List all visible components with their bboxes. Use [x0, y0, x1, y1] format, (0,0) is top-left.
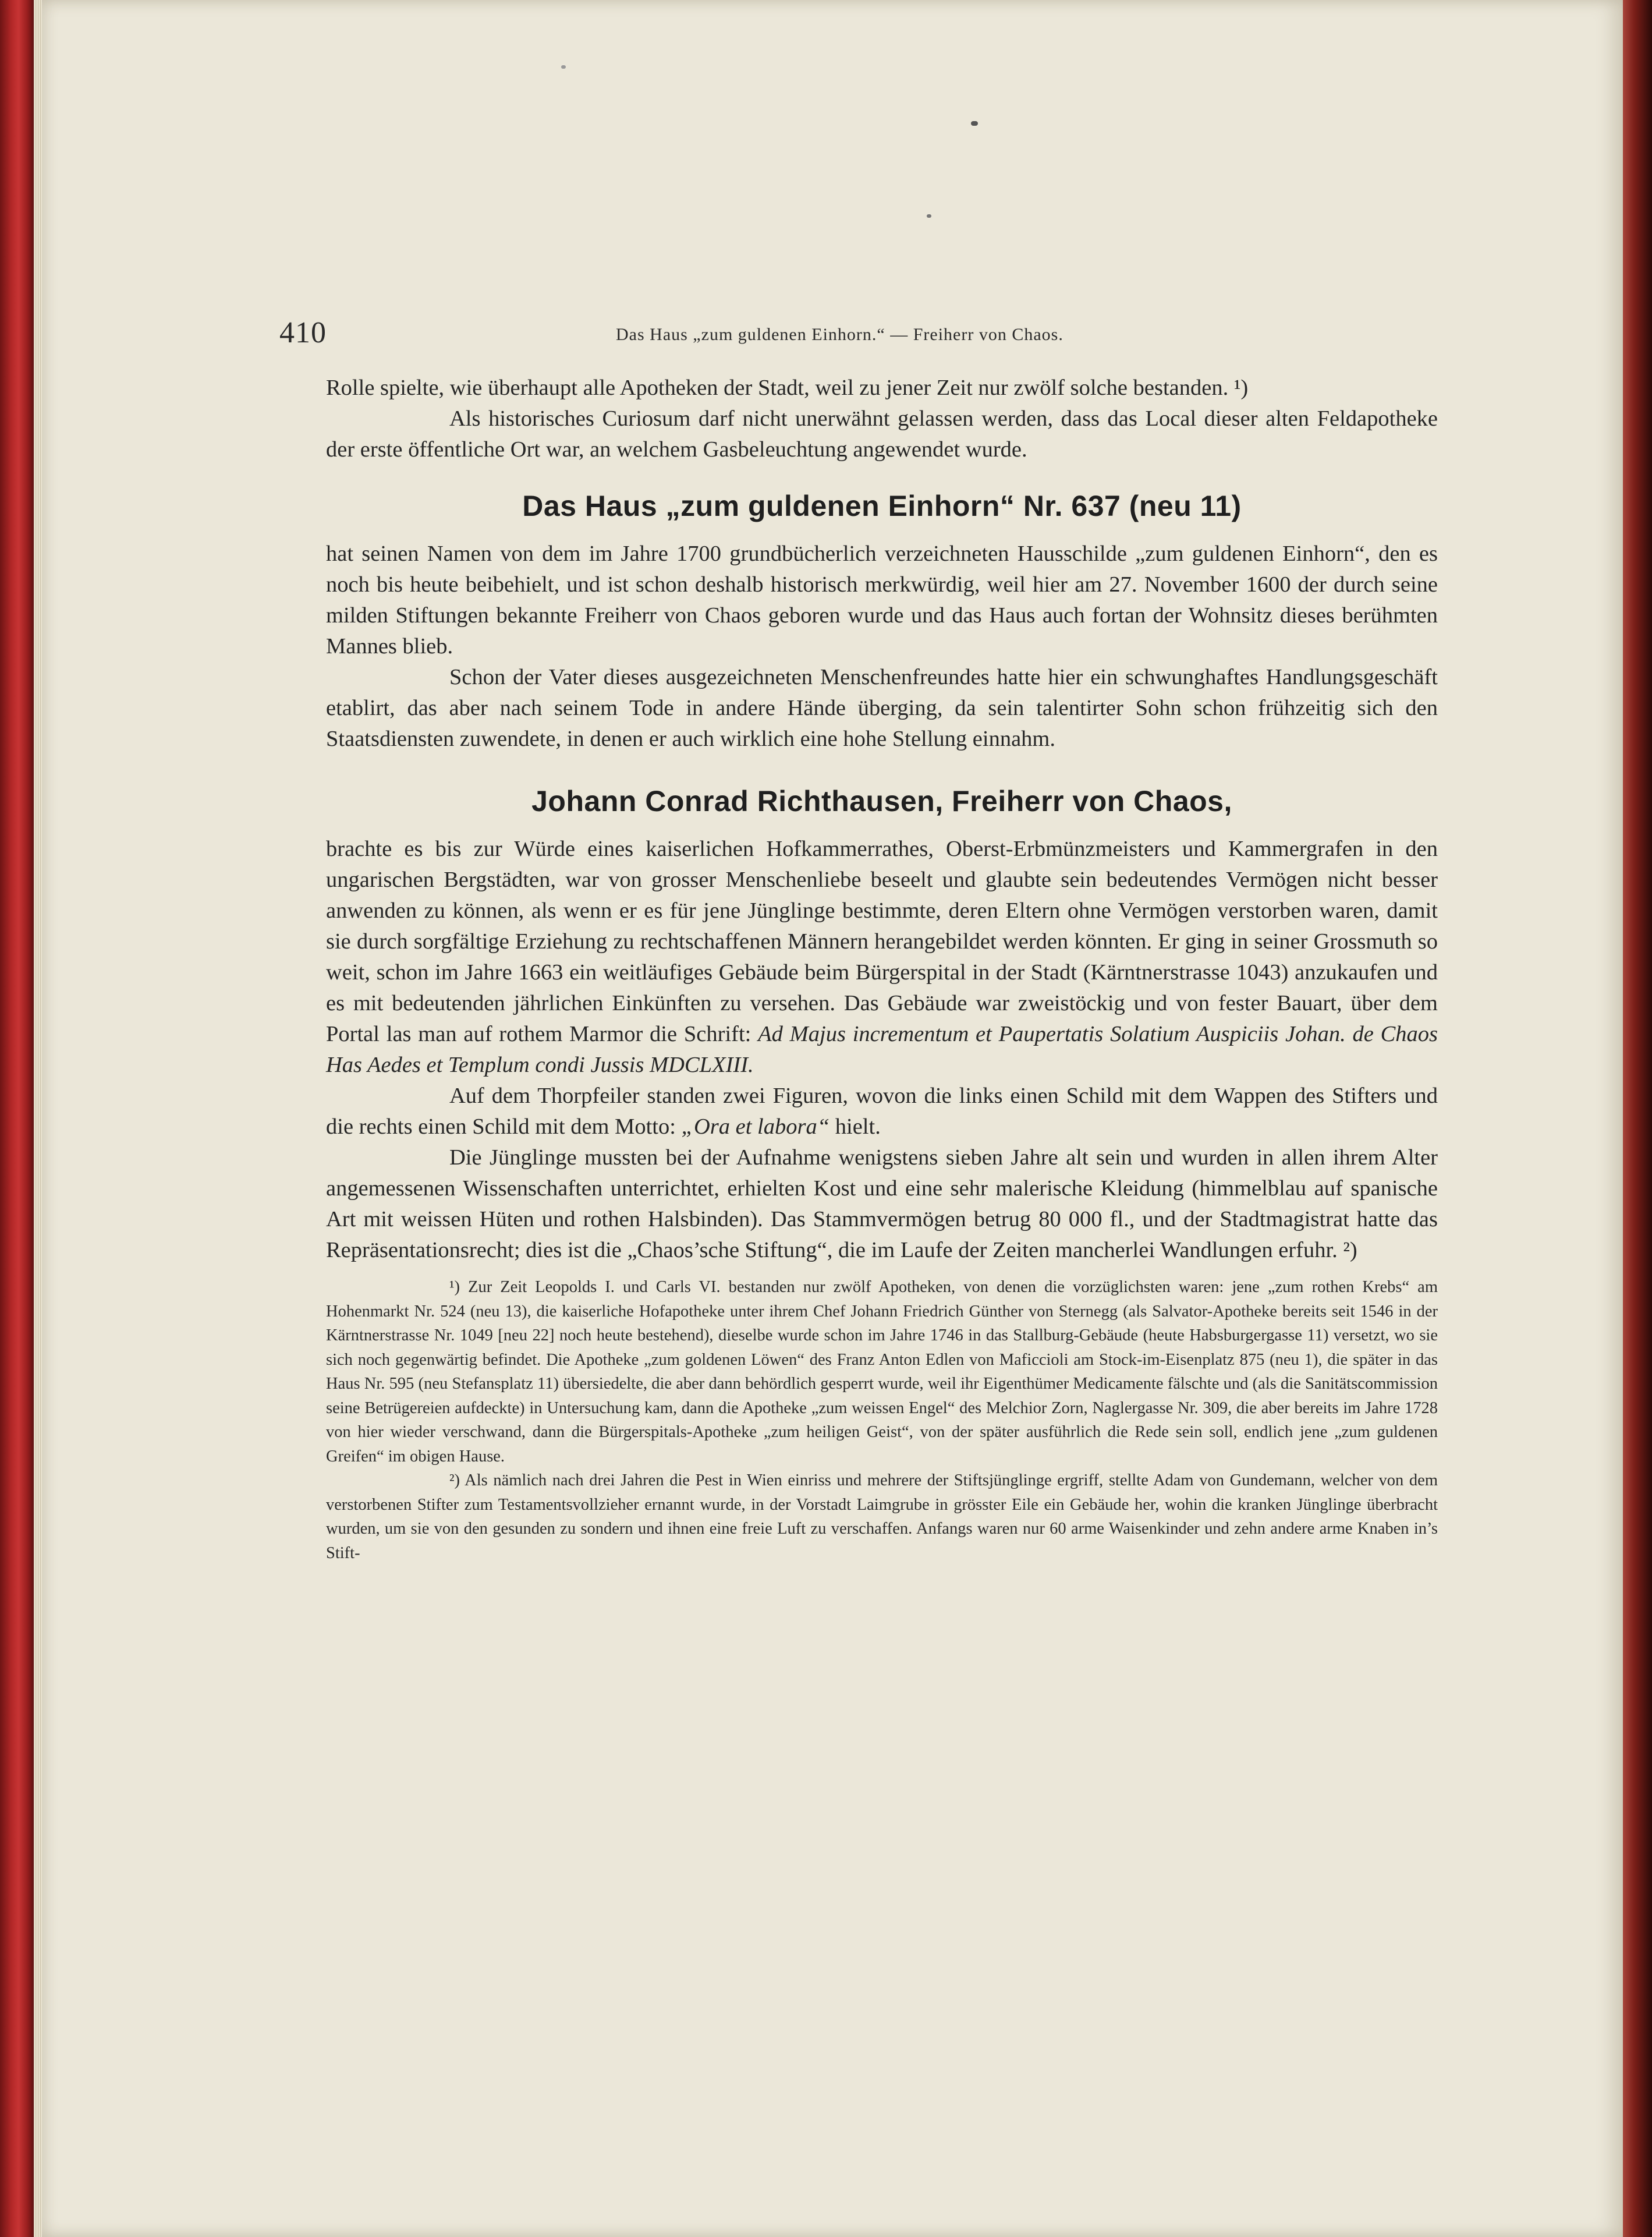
portal-inscription: Ad Majus incrementum et Paupertatis Solatium Auspiciis Johan. de Chaos Has Aedes et Templum condi Jussis MDCLXIII.	[326, 1022, 1438, 1077]
paragraph-youths: Die Jünglinge mussten bei der Aufnahme wenigstens sieben Jahre alt sein und wurden in allen ihrem Alter angemessenen Wissenschaften unterrichtet, erhielten Kost und eine sehr malerische Kleidung (himmelblau auf spanische Art mit weissen Hüten und rothen Halsbinden). Das Stammvermögen betrug 80 000 fl., und der Stadtmagistrat hatte das Repräsentationsrecht; dies ist die „Chaos’sche Stiftung“, die im Laufe der Zeiten mancherlei Wandlungen erfuhr. ²)	[326, 1145, 1438, 1262]
section-heading-chaos: Johann Conrad Richthausen, Freiherr von Chaos,	[531, 785, 1232, 817]
footnote-1: ¹) Zur Zeit Leopolds I. und Carls VI. bestanden nur zwölf Apotheken, von denen die vorzüglichsten waren: jene „zum rothen Krebs“ am Hohenmarkt Nr. 524 (neu 13), die kaiserliche Hofapotheke unter ihrem Chef Johann Friedrich Günther von Sternegg (als Salvator-Apotheke bereits seit 1546 in der Kärntnerstrasse Nr. 1049 [neu 22] noch heute bestehend), dieselbe wurde schon im Jahre 1746 in das Stallburg-Gebäude (heute Habsburgergasse 11) versetzt, wo sie sich noch gegenwärtig befindet. Die Apotheke „zum goldenen Löwen“ des Franz Anton Edlen von Maficcioli am Stock-im-Eisenplatz 875 (neu 1), die später in das Haus Nr. 595 (neu Stefansplatz 11) übersiedelte, die aber dann behördlich gesperrt wurde, weil ihr Eigenthümer Medicamente fälschte und (als die Sanitätscommission seine Betrügereien aufdeckte) in Untersuchung kam, dann die Apotheke „zum weissen Engel“ des Melchior Zorn, Naglergasse Nr. 309, die aber bereits im Jahre 1728 von hier wieder verschwand, dann die Bürgerspitals-Apotheke „zum heiligen Geist“, von der später ausführlich die Rede sein soll, endlich jene „zum guldenen Greifen“ im obigen Hause.	[326, 1278, 1438, 1466]
footnote-2: ²) Als nämlich nach drei Jahren die Pest in Wien einriss und mehrere der Stiftsjünglinge ergriff, stellte Adam von Gundemann, welcher von dem verstorbenen Stifter zum Testamentsvollzieher ernannt wurde, in der Vorstadt Laimgrube in grösster Eile ein Gebäude her, wohin die kranken Jünglinge überbracht wurden, um sie von den gesunden zu sondern und ihnen eine freie Luft zu verschaffen. Anfangs waren nur 60 arme Waisenkinder und zehn andere arme Knaben in’s Stift-	[326, 1471, 1438, 1562]
page-stack-edge	[34, 0, 42, 2237]
cover-edge	[1623, 0, 1652, 2237]
paragraph-father: Schon der Vater dieses ausgezeichneten Menschenfreundes hatte hier ein schwunghaftes Handlungsgeschäft etablirt, das aber nach seinem Tode in andere Hände überging, da sein talentirter Sohn schon frühzeitig sich den Staatsdiensten zuwendete, in denen er auch wirklich eine hohe Stellung einnahm.	[326, 665, 1438, 751]
figures-text: Auf dem Thorpfeiler standen zwei Figuren, wovon die links einen Schild mit dem Wappen des Stifters und die rechts einen Schild mit dem Motto:	[326, 1084, 1438, 1139]
main-text	[326, 373, 1438, 1565]
motto: „Ora et labora“	[681, 1114, 830, 1139]
paragraph-continuation: Rolle spielte, wie überhaupt alle Apotheken der Stadt, weil zu jener Zeit nur zwölf solche bestanden. ¹)	[326, 376, 1249, 400]
paper-speck	[927, 214, 931, 218]
paper-speck	[561, 65, 566, 69]
section-heading-einhorn: Das Haus „zum guldenen Einhorn“ Nr. 637 (neu 11)	[522, 490, 1242, 522]
chaos-career-text: brachte es bis zur Würde eines kaiserlichen Hofkammerrathes, Oberst-Erbmünzmeisters und Kammergrafen in den ungarischen Bergstädten, war von grosser Menschenliebe beseelt und glaubte sein bedeutendes Vermögen nicht besser anwenden zu können, als wenn er es für jene Jünglinge bestimmte, deren Eltern ohne Vermögen verstorben waren, damit sie durch sorgfältige Erziehung zu rechtschaffenen Männern herangebildet werden könnten. Er ging in seiner Grossmuth so weit, schon im Jahre 1663 ein weitläufiges Gebäude beim Bürgerspital in der Stadt (Kärntnerstrasse 1043) anzukaufen und es mit bedeutenden jährlichen Einkünften zu versehen. Das Gebäude war zweistöckig und von fester Bauart, über dem Portal las man auf rothem Marmor die Schrift:	[326, 837, 1438, 1046]
book-spine-binding	[0, 0, 34, 2237]
figures-end: hielt.	[835, 1114, 881, 1139]
running-head-title: Das Haus „zum guldenen Einhorn.“ — Freiherr von Chaos.	[616, 325, 1063, 344]
paragraph-einhorn-name: hat seinen Namen von dem im Jahre 1700 grundbücherlich verzeichneten Hausschilde „zum guldenen Einhorn“, den es noch bis heute beibehielt, und ist schon deshalb historisch merkwürdig, weil hier am 27. November 1600 der durch seine milden Stiftungen bekannte Freiherr von Chaos geboren wurde und das Haus auch fortan der Wohnsitz dieses berühmten Mannes blieb.	[326, 541, 1438, 659]
footnotes	[326, 1275, 1438, 1565]
paragraph-gas-lighting: Als historisches Curiosum darf nicht unerwähnt gelassen werden, dass das Local dieser alten Feldapotheke der erste öffentliche Ort war, an welchem Gasbeleuchtung angewendet wurde.	[326, 406, 1438, 462]
paragraph-figures	[326, 1081, 1438, 1142]
paper-speck	[971, 121, 978, 126]
paragraph-chaos-career	[326, 834, 1438, 1081]
page-number: 410	[279, 316, 327, 349]
running-head	[279, 316, 1153, 351]
